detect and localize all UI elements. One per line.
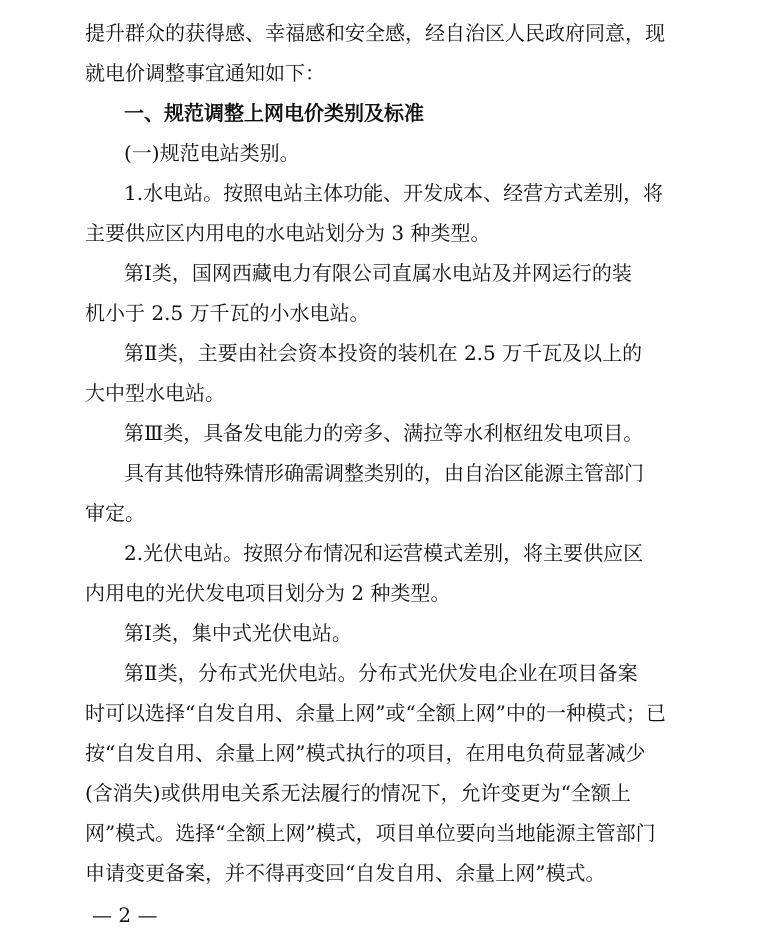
page-number: — 2 — [92, 903, 158, 927]
text-line: 内用电的光伏发电项目划分为 2 种类型。 [85, 581, 451, 605]
text-line: 就电价调整事宜通知如下： [85, 61, 325, 85]
text-line: (含消失)或供用电关系无法履行的情况下，允许变更为“全额上 [85, 781, 631, 805]
text-line: 网”模式。选择“全额上网”模式，项目单位要向当地能源主管部门 [85, 821, 656, 845]
text-line: 具有其他特殊情形确需调整类别的，由自治区能源主管部门 [124, 461, 644, 485]
text-line: 大中型水电站。 [85, 381, 225, 405]
text-line: 审定。 [85, 501, 145, 525]
text-line: 申请变更备案，并不得再变回“自发自用、余量上网”模式。 [85, 861, 606, 885]
text-line: 按“自发自用、余量上网”模式执行的项目，在用电负荷显著减少 [85, 741, 646, 765]
section-heading: 一、规范调整上网电价类别及标准 [124, 101, 424, 125]
text-line: 时可以选择“自发自用、余量上网”或“全额上网”中的一种模式；已 [85, 701, 666, 725]
text-line: 2.光伏电站。按照分布情况和运营模式差别，将主要供应区 [124, 541, 644, 565]
text-line: 提升群众的获得感、幸福感和安全感，经自治区人民政府同意，现 [85, 21, 665, 45]
text-line: 主要供应区内用电的水电站划分为 3 种类型。 [85, 221, 491, 245]
text-line: 第Ⅰ类，集中式光伏电站。 [124, 621, 352, 645]
text-line: 第Ⅱ类，分布式光伏电站。分布式光伏发电企业在项目备案 [124, 661, 638, 685]
text-line: 第Ⅲ类，具备发电能力的旁多、满拉等水利枢纽发电项目。 [124, 421, 644, 445]
subsection-heading: (一)规范电站类别。 [124, 141, 300, 165]
text-line: 第Ⅰ类，国网西藏电力有限公司直属水电站及并网运行的装 [124, 261, 632, 285]
text-line: 机小于 2.5 万千瓦的小水电站。 [85, 301, 370, 325]
text-line: 1.水电站。按照电站主体功能、开发成本、经营方式差别，将 [124, 181, 664, 205]
text-line: 第Ⅱ类，主要由社会资本投资的装机在 2.5 万千瓦及以上的 [124, 341, 643, 365]
